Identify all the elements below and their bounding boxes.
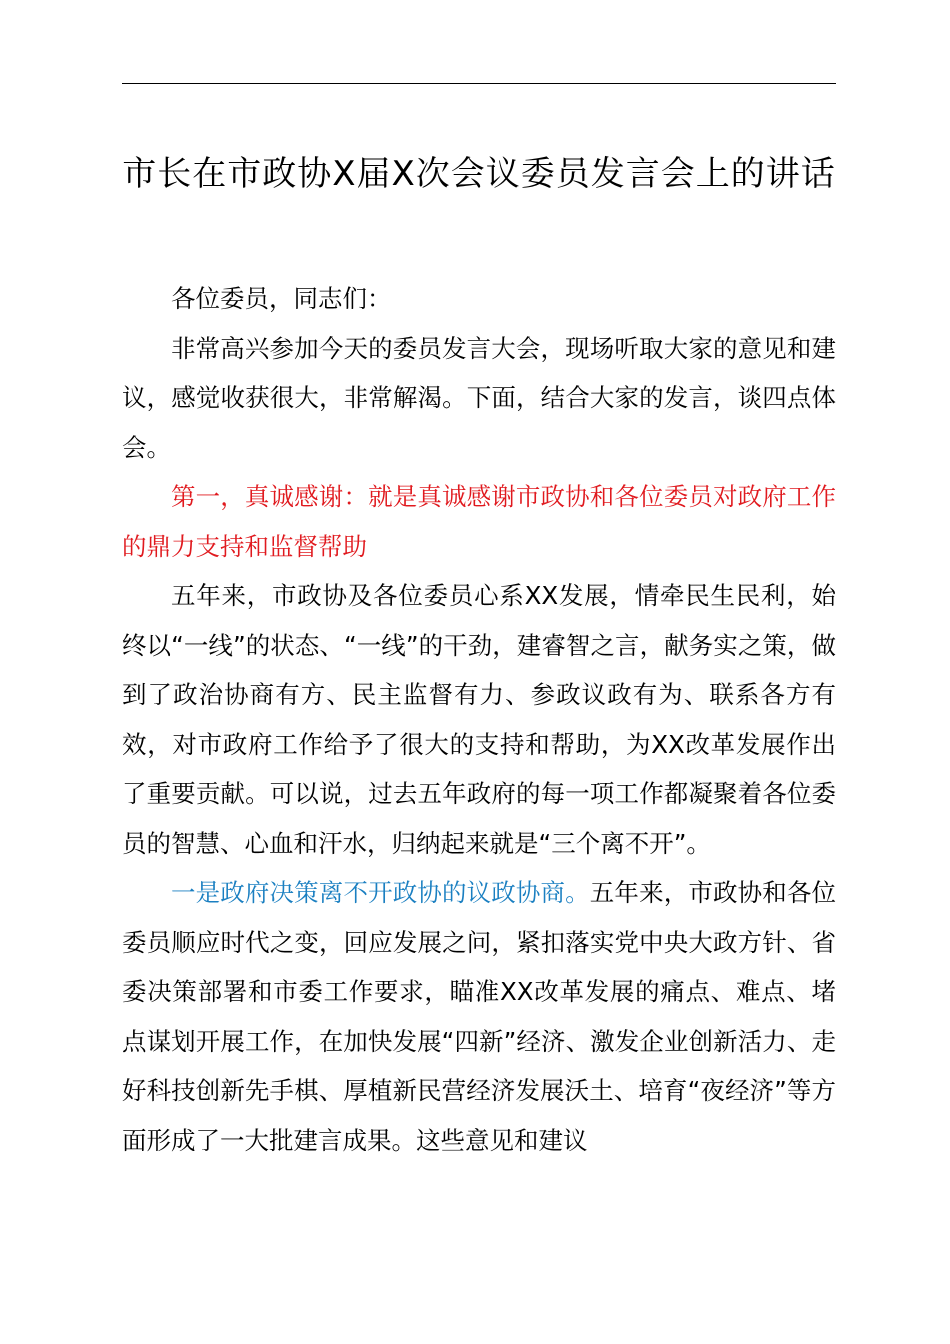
point-1-lead: 一是政府决策离不开政协的议政协商。	[171, 878, 590, 907]
point-1-paragraph	[122, 868, 836, 1165]
document-title: 市长在市政协X届X次会议委员发言会上的讲话	[122, 154, 836, 194]
header-rule	[122, 83, 836, 84]
intro-paragraph: 非常高兴参加今天的委员发言大会，现场听取大家的意见和建议，感觉收获很大，非常解渴。下面，结合大家的发言，谈四点体会。	[122, 333, 836, 462]
section-1-paragraph: 五年来，市政协及各位委员心系XX发展，情牵民生民利，始终以“一线”的状态、“一线”的干劲，建睿智之言，献务实之策，做到了政治协商有方、民主监督有力、参政议政有为、联系各方有效，对市政府工作给予了很大的支持和帮助，为XX改革发展作出了重要贡献。可以说，过去五年政府的每一项工作都凝聚着各位委员的智慧、心血和汗水，归纳起来就是“三个离不开”。	[122, 581, 836, 858]
point-1-body: 五年来，市政协和各位委员顺应时代之变，回应发展之问，紧扣落实党中央大政方针、省委决策部署和市委工作要求，瞄准XX改革发展的痛点、难点、堵点谋划开展工作，在加快发展“四新”经济、激发企业创新活力、走好科技创新先手棋、厚植新民营经济发展沃土、培育“夜经济”等方面形成了一大批建言成果。这些意见和建议	[122, 878, 837, 1155]
salutation: 各位委员，同志们：	[171, 284, 392, 313]
section-heading-1: 第一，真诚感谢：就是真诚感谢市政协和各位委员对政府工作的鼎力支持和监督帮助	[122, 482, 836, 561]
document-body	[122, 274, 836, 1165]
